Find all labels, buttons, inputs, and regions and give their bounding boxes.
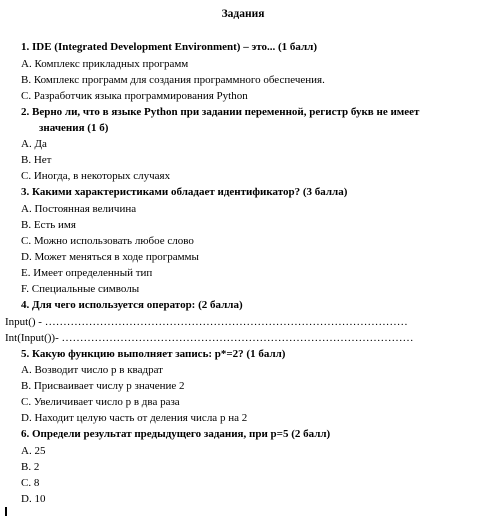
answer-option: C. 8: [21, 477, 40, 489]
answer-option: C. Увеличивает число p в два раза: [21, 396, 180, 408]
answer-option: A. Комплекс прикладных программ: [21, 58, 189, 70]
answer-option: A. Да: [21, 138, 47, 150]
answer-option: B. Есть имя: [21, 219, 76, 231]
answer-option: Input() - ………………………………………………………………………………………: [5, 316, 408, 328]
document-title: Задания: [221, 8, 265, 20]
answer-option: F. Специальные символы: [21, 283, 140, 295]
answer-option: C. Можно использовать любое слово: [21, 235, 194, 247]
answer-option: A. Возводит число p в квадрат: [21, 364, 163, 376]
question-text: 4. Для чего используется оператор: (2 балла): [21, 299, 243, 311]
answer-option: B. Комплекс программ для создания программного обеспечения.: [21, 74, 325, 86]
question-text: 6. Определи результат предыдущего задания, при p=5 (2 балл): [21, 428, 331, 440]
answer-option: Int(Input())- ……………………………………………………………………………………: [5, 332, 414, 344]
answer-option: B. 2: [21, 461, 40, 473]
question-text: 5. Какую функцию выполняет запись: p*=2? (1 балл): [21, 348, 286, 360]
answer-option: D. Находит целую часть от деления числа p на 2: [21, 412, 248, 424]
text-cursor: [5, 507, 7, 516]
answer-option: B. Нет: [21, 154, 52, 166]
answer-option: D. 10: [21, 493, 46, 505]
question-text: значения (1 б): [39, 122, 109, 134]
answer-option: C. Разработчик языка программирования Python: [21, 90, 248, 102]
answer-option: C. Иногда, в некоторых случаях: [21, 170, 171, 182]
answer-option: E. Имеет определенный тип: [21, 267, 153, 279]
answer-option: B. Присваивает числу p значение 2: [21, 380, 185, 392]
answer-option: A. Постоянная величина: [21, 203, 137, 215]
question-text: 1. IDE (Integrated Development Environment) – это... (1 балл): [21, 41, 318, 53]
question-text: 2. Верно ли, что в языке Python при задании переменной, регистр букв не имеет: [21, 106, 420, 118]
question-text: 3. Какими характеристиками обладает идентификатор? (3 балла): [21, 186, 348, 198]
answer-option: A. 25: [21, 445, 46, 457]
answer-option: D. Может меняться в ходе программы: [21, 251, 199, 263]
